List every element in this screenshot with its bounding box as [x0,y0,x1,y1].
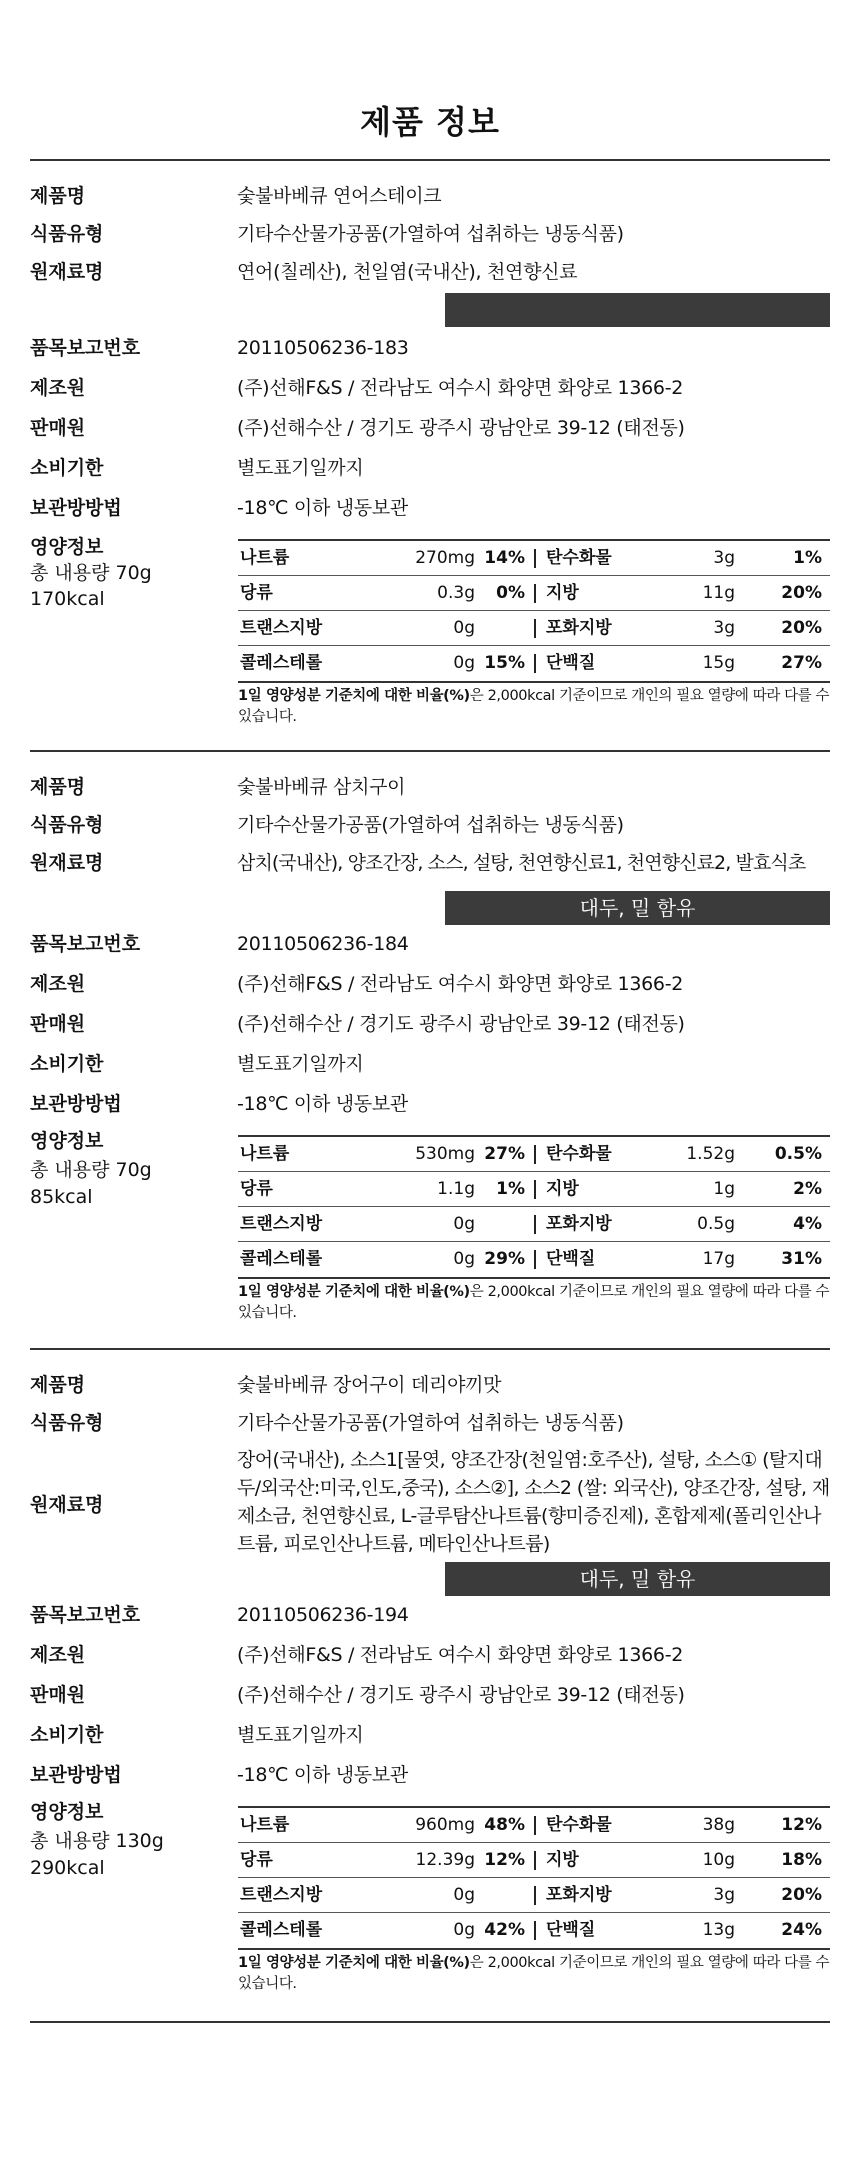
nutrient-amount: 0g [453,618,475,638]
page-title: 제품 정보 [360,103,500,141]
column-separator [534,1816,536,1835]
nutrition-row [238,576,830,611]
field-label: 소비기한 [30,457,104,479]
storage: -18℃ 이하 냉동보관 [237,1764,408,1786]
divider [30,1348,830,1350]
manufacturer: (주)선해F&S / 전라남도 여수시 화양면 화양로 1366-2 [237,377,684,399]
field-label: 원재료명 [30,852,104,874]
expiry: 별도표기일까지 [237,1724,364,1746]
allergen-banner [445,293,830,327]
nutrient-name: 당류 [240,1179,273,1199]
column-separator [534,1886,536,1905]
field-label: 판매원 [30,1684,86,1706]
column-separator [534,1921,536,1940]
field-label: 제조원 [30,973,86,995]
note-bold: 1일 영양성분 기준치에 대한 비율(%) [238,1955,470,1971]
nutrient-percent: 12% [781,1815,822,1835]
nutrition-note [238,1953,830,1995]
nutrient-percent: 27% [484,1144,525,1164]
note-text: 은 2,000kcal 기준이므로 개인의 필요 열량에 따라 다를 수 있습니다. [238,1955,830,1992]
nutrient-percent: 1% [496,1179,525,1199]
field-label: 판매원 [30,417,86,439]
net-weight: 총 내용량 70g [30,1159,152,1181]
seller: (주)선해수산 / 경기도 광주시 광남안로 39-12 (태전동) [237,417,685,439]
expiry: 별도표기일까지 [237,457,364,479]
nutrient-percent: 20% [781,618,822,638]
nutrient-name: 탄수화물 [546,548,612,568]
column-separator [534,619,536,638]
field-label: 품목보고번호 [30,1604,141,1626]
column-separator [534,1851,536,1870]
nutrition-table [238,539,830,683]
column-separator [534,1215,536,1234]
nutrient-percent: 27% [781,653,822,673]
note-text: 은 2,000kcal 기준이므로 개인의 필요 열량에 따라 다를 수 있습니다. [238,688,830,725]
nutrition-row [238,1843,830,1878]
nutrition-row [238,1913,830,1948]
column-separator [534,549,536,568]
nutrition-row [238,1207,830,1242]
calories: 290kcal [30,1857,105,1879]
field-label: 제품명 [30,776,86,798]
nutrient-percent: 31% [781,1249,822,1269]
nutrient-name: 지방 [546,1850,579,1870]
field-label: 원재료명 [30,1494,104,1516]
nutrient-amount: 15g [702,653,735,673]
field-label: 소비기한 [30,1724,104,1746]
product-name: 숯불바베큐 삼치구이 [237,776,406,798]
nutrient-amount: 3g [713,618,735,638]
divider [30,2021,830,2023]
nutrient-name: 트랜스지방 [240,1214,323,1234]
nutrient-percent: 15% [484,653,525,673]
nutrient-name: 당류 [240,583,273,603]
nutrient-amount: 0g [453,653,475,673]
nutrient-name: 탄수화물 [546,1815,612,1835]
nutrient-name: 트랜스지방 [240,1885,323,1905]
note-text: 은 2,000kcal 기준이므로 개인의 필요 열량에 따라 다를 수 있습니다. [238,1284,830,1321]
nutrition-table [238,1806,830,1950]
nutrition-row [238,611,830,646]
nutrient-name: 탄수화물 [546,1144,612,1164]
nutrient-percent: 12% [484,1850,525,1870]
nutrient-amount: 0.5g [697,1214,735,1234]
column-separator [534,1250,536,1269]
nutrient-amount: 0.3g [437,583,475,603]
allergen-banner: 대두, 밀 함유 [445,1562,830,1596]
calories: 170kcal [30,588,105,610]
field-label: 영양정보 [30,536,104,558]
nutrient-percent: 42% [484,1920,525,1940]
divider [30,750,830,752]
nutrition-row [238,1172,830,1207]
nutrition-row [238,1878,830,1913]
field-label: 보관방방법 [30,1093,122,1115]
nutrient-amount: 3g [713,1885,735,1905]
nutrient-percent: 1% [793,548,822,568]
manufacturer: (주)선해F&S / 전라남도 여수시 화양면 화양로 1366-2 [237,1644,684,1666]
nutrient-percent: 20% [781,1885,822,1905]
nutrient-percent: 29% [484,1249,525,1269]
nutrient-percent: 0% [496,583,525,603]
field-label: 식품유형 [30,814,104,836]
ingredients: 장어(국내산), 소스1[물엿, 양조간장(천일염:호주산), 설탕, 소스① (탈지대두/외국산:미국,인도,중국), 소스②], 소스2 (쌀: 외국산), 양조간장, 설탕, 재제소금, 천연향신료, L-글루탐산나트륨(향미증진제), 혼합제제(폴리인산나트륨, 피로인산나트륨, 메타인산나트륨) [237,1449,830,1555]
field-label: 제조원 [30,1644,86,1666]
nutrient-percent: 20% [781,583,822,603]
field-label: 품목보고번호 [30,933,141,955]
food-type: 기타수산물가공품(가열하여 섭취하는 냉동식품) [237,1412,624,1434]
field-label: 품목보고번호 [30,337,141,359]
divider [30,159,830,161]
net-weight: 총 내용량 70g [30,562,152,584]
nutrient-name: 당류 [240,1850,273,1870]
field-label: 영양정보 [30,1801,104,1823]
nutrient-name: 단백질 [546,1920,596,1940]
nutrient-amount: 530mg [415,1144,475,1164]
nutrient-name: 콜레스테롤 [240,1920,323,1940]
storage: -18℃ 이하 냉동보관 [237,1093,408,1115]
calories: 85kcal [30,1186,93,1208]
nutrient-amount: 11g [702,583,735,603]
nutrient-percent: 0.5% [774,1144,822,1164]
ingredients: 삼치(국내산), 양조간장, 소스, 설탕, 천연향신료1, 천연향신료2, 발효식초 [237,852,806,874]
nutrition-row [238,1242,830,1277]
field-label: 소비기한 [30,1053,104,1075]
nutrient-percent: 4% [793,1214,822,1234]
nutrient-name: 나트륨 [240,1815,290,1835]
nutrient-name: 단백질 [546,653,596,673]
nutrient-percent: 18% [781,1850,822,1870]
ingredients: 연어(칠레산), 천일염(국내산), 천연향신료 [237,261,578,283]
nutrient-name: 지방 [546,1179,579,1199]
product-name: 숯불바베큐 장어구이 데리야끼맛 [237,1374,502,1396]
nutrient-amount: 270mg [415,548,475,568]
column-separator [534,584,536,603]
nutrient-amount: 12.39g [415,1850,475,1870]
nutrition-note [238,1282,830,1324]
nutrient-amount: 38g [702,1815,735,1835]
nutrient-name: 콜레스테롤 [240,1249,323,1269]
nutrient-percent: 24% [781,1920,822,1940]
nutrient-percent: 14% [484,548,525,568]
field-label: 보관방방법 [30,1764,122,1786]
product-name: 숯불바베큐 연어스테이크 [237,185,442,207]
allergen-banner: 대두, 밀 함유 [445,891,830,925]
seller: (주)선해수산 / 경기도 광주시 광남안로 39-12 (태전동) [237,1684,685,1706]
food-type: 기타수산물가공품(가열하여 섭취하는 냉동식품) [237,223,624,245]
column-separator [534,1145,536,1164]
report-number: 20110506236-194 [237,1604,409,1626]
field-label: 영양정보 [30,1130,104,1152]
nutrient-percent: 2% [793,1179,822,1199]
storage: -18℃ 이하 냉동보관 [237,497,408,519]
field-label: 식품유형 [30,223,104,245]
column-separator [534,654,536,673]
report-number: 20110506236-183 [237,337,409,359]
nutrient-amount: 13g [702,1920,735,1940]
nutrition-table [238,1135,830,1279]
field-label: 보관방방법 [30,497,122,519]
field-label: 판매원 [30,1013,86,1035]
nutrient-amount: 1g [713,1179,735,1199]
nutrient-name: 나트륨 [240,548,290,568]
nutrient-name: 콜레스테롤 [240,653,323,673]
nutrition-row [238,646,830,681]
expiry: 별도표기일까지 [237,1053,364,1075]
note-bold: 1일 영양성분 기준치에 대한 비율(%) [238,1284,470,1300]
nutrient-name: 포화지방 [546,618,612,638]
manufacturer: (주)선해F&S / 전라남도 여수시 화양면 화양로 1366-2 [237,973,684,995]
nutrient-name: 단백질 [546,1249,596,1269]
seller: (주)선해수산 / 경기도 광주시 광남안로 39-12 (태전동) [237,1013,685,1035]
column-separator [534,1180,536,1199]
nutrition-row [238,1137,830,1172]
nutrient-percent: 48% [484,1815,525,1835]
nutrient-name: 트랜스지방 [240,618,323,638]
nutrient-name: 나트륨 [240,1144,290,1164]
nutrient-name: 포화지방 [546,1885,612,1905]
note-bold: 1일 영양성분 기준치에 대한 비율(%) [238,688,470,704]
field-label: 제품명 [30,185,86,207]
nutrient-name: 포화지방 [546,1214,612,1234]
nutrition-note [238,686,830,728]
nutrient-amount: 3g [713,548,735,568]
nutrition-row [238,541,830,576]
nutrition-row [238,1808,830,1843]
field-label: 제조원 [30,377,86,399]
nutrient-amount: 1.52g [686,1144,735,1164]
nutrient-name: 지방 [546,583,579,603]
nutrient-amount: 10g [702,1850,735,1870]
field-ingredients [30,1446,830,1566]
nutrient-amount: 0g [453,1920,475,1940]
nutrient-amount: 0g [453,1214,475,1234]
food-type: 기타수산물가공품(가열하여 섭취하는 냉동식품) [237,814,624,836]
nutrient-amount: 0g [453,1249,475,1269]
field-label: 식품유형 [30,1412,104,1434]
nutrient-amount: 0g [453,1885,475,1905]
field-label: 원재료명 [30,261,104,283]
nutrient-amount: 17g [702,1249,735,1269]
nutrient-amount: 960mg [415,1815,475,1835]
nutrient-amount: 1.1g [437,1179,475,1199]
field-label: 제품명 [30,1374,86,1396]
report-number: 20110506236-184 [237,933,409,955]
net-weight: 총 내용량 130g [30,1830,164,1852]
